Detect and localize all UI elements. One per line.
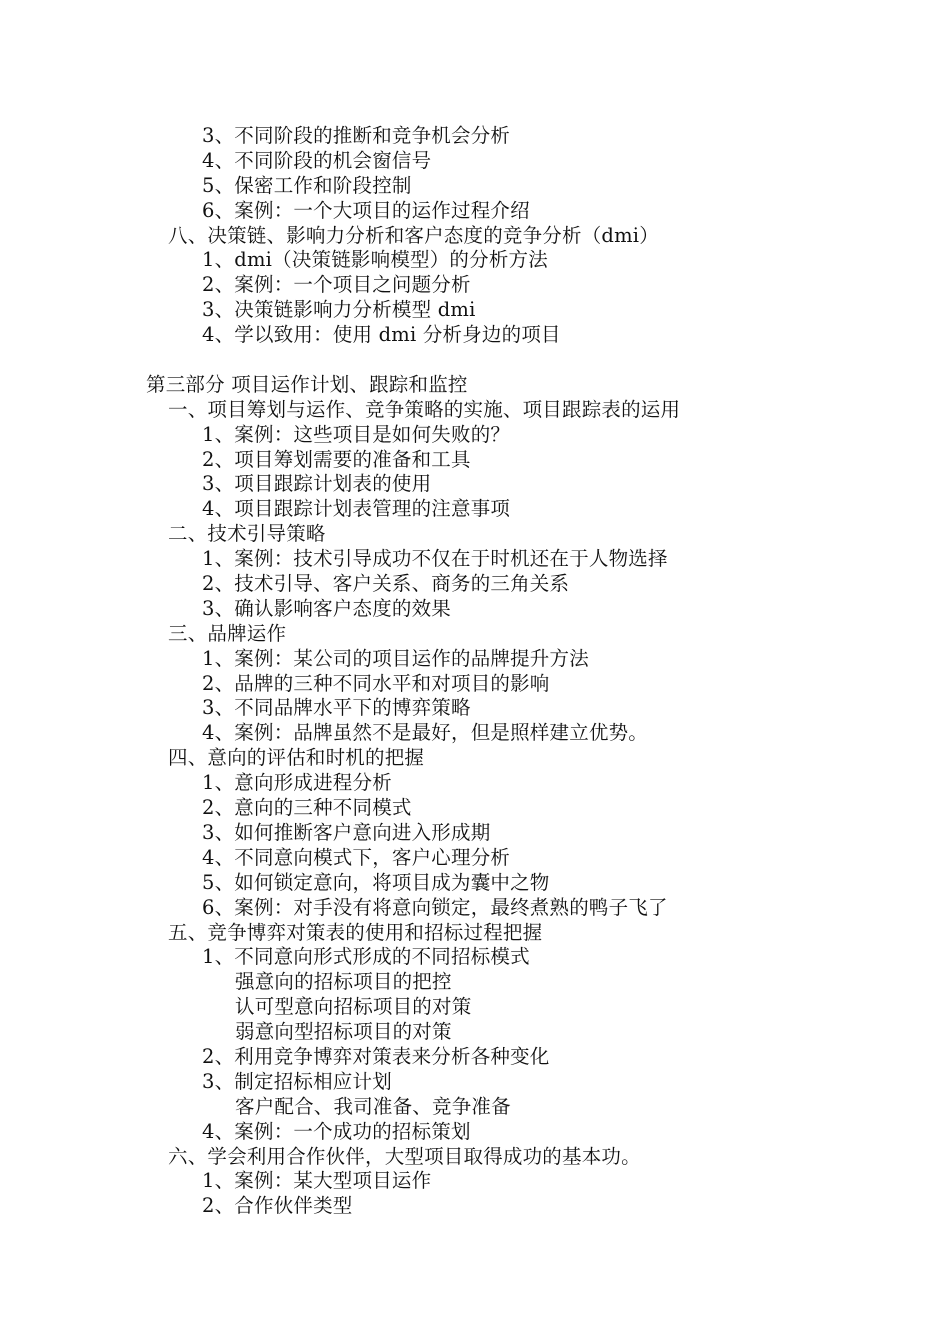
outline-item: 2、技术引导、客户关系、商务的三角关系 bbox=[202, 572, 570, 596]
chapter-heading: 八、决策链、影响力分析和客户态度的竞争分析（dmi） bbox=[168, 223, 659, 247]
outline-item: 4、项目跟踪计划表管理的注意事项 bbox=[202, 497, 511, 521]
outline-item: 4、案例：品牌虽然不是最好，但是照样建立优势。 bbox=[202, 721, 649, 745]
blank-line bbox=[0, 348, 950, 373]
outline-item: 1、dmi（决策链影响模型）的分析方法 bbox=[202, 248, 548, 272]
outline-item: 2、案例：一个项目之问题分析 bbox=[202, 273, 471, 297]
outline-item: 6、案例：对手没有将意向锁定，最终煮熟的鸭子飞了 bbox=[202, 895, 668, 919]
outline-item: 1、案例：技术引导成功不仅在于时机还在于人物选择 bbox=[202, 547, 668, 571]
outline-item: 3、确认影响客户态度的效果 bbox=[202, 596, 452, 620]
outline-item: 2、意向的三种不同模式 bbox=[202, 796, 412, 820]
outline-item: 4、不同阶段的机会窗信号 bbox=[202, 148, 432, 172]
outline-item: 3、项目跟踪计划表的使用 bbox=[202, 472, 432, 496]
outline-item: 3、不同品牌水平下的博弈策略 bbox=[202, 696, 471, 720]
outline-item: 1、案例：某公司的项目运作的品牌提升方法 bbox=[202, 646, 589, 670]
outline-item: 4、不同意向模式下，客户心理分析 bbox=[202, 845, 511, 869]
outline-item: 6、案例：一个大项目的运作过程介绍 bbox=[202, 198, 530, 222]
outline-item: 2、合作伙伴类型 bbox=[202, 1194, 353, 1218]
outline-item: 2、品牌的三种不同水平和对项目的影响 bbox=[202, 671, 550, 695]
chapter-heading: 三、品牌运作 bbox=[168, 621, 287, 645]
chapter-heading: 二、技术引导策略 bbox=[168, 522, 326, 546]
outline-item: 3、决策链影响力分析模型 dmi bbox=[202, 298, 476, 322]
outline-item: 3、如何推断客户意向进入形成期 bbox=[202, 820, 491, 844]
outline-text bbox=[0, 124, 950, 1219]
outline-item: 1、案例：某大型项目运作 bbox=[202, 1169, 432, 1193]
outline-item: 4、学以致用：使用 dmi 分析身边的项目 bbox=[202, 323, 561, 347]
outline-item: 5、如何锁定意向，将项目成为囊中之物 bbox=[202, 870, 550, 894]
outline-item: 3、不同阶段的推断和竞争机会分析 bbox=[202, 124, 511, 147]
outline-item: 1、意向形成进程分析 bbox=[202, 771, 392, 795]
chapter-heading: 四、意向的评估和时机的把握 bbox=[168, 746, 425, 770]
outline-subitem: 弱意向型招标项目的对策 bbox=[235, 1020, 452, 1044]
chapter-heading: 五、竞争博弈对策表的使用和招标过程把握 bbox=[168, 920, 543, 944]
section-heading: 第三部分 项目运作计划、跟踪和监控 bbox=[146, 372, 468, 396]
outline-item: 2、项目筹划需要的准备和工具 bbox=[202, 447, 471, 471]
outline-subitem: 客户配合、我司准备、竞争准备 bbox=[235, 1094, 511, 1118]
outline-item: 5、保密工作和阶段控制 bbox=[202, 173, 412, 197]
chapter-heading: 六、学会利用合作伙伴，大型项目取得成功的基本功。 bbox=[168, 1144, 641, 1168]
chapter-heading: 一、项目筹划与运作、竞争策略的实施、项目跟踪表的运用 bbox=[168, 397, 681, 421]
outline-subitem: 强意向的招标项目的把控 bbox=[235, 970, 452, 994]
outline-item: 2、利用竞争博弈对策表来分析各种变化 bbox=[202, 1044, 550, 1068]
outline-subitem: 认可型意向招标项目的对策 bbox=[235, 995, 472, 1019]
outline-item: 1、不同意向形式形成的不同招标模式 bbox=[202, 945, 530, 969]
outline-item: 1、案例：这些项目是如何失败的？ bbox=[202, 422, 511, 446]
outline-item: 3、制定招标相应计划 bbox=[202, 1069, 392, 1093]
outline-item: 4、案例：一个成功的招标策划 bbox=[202, 1119, 471, 1143]
